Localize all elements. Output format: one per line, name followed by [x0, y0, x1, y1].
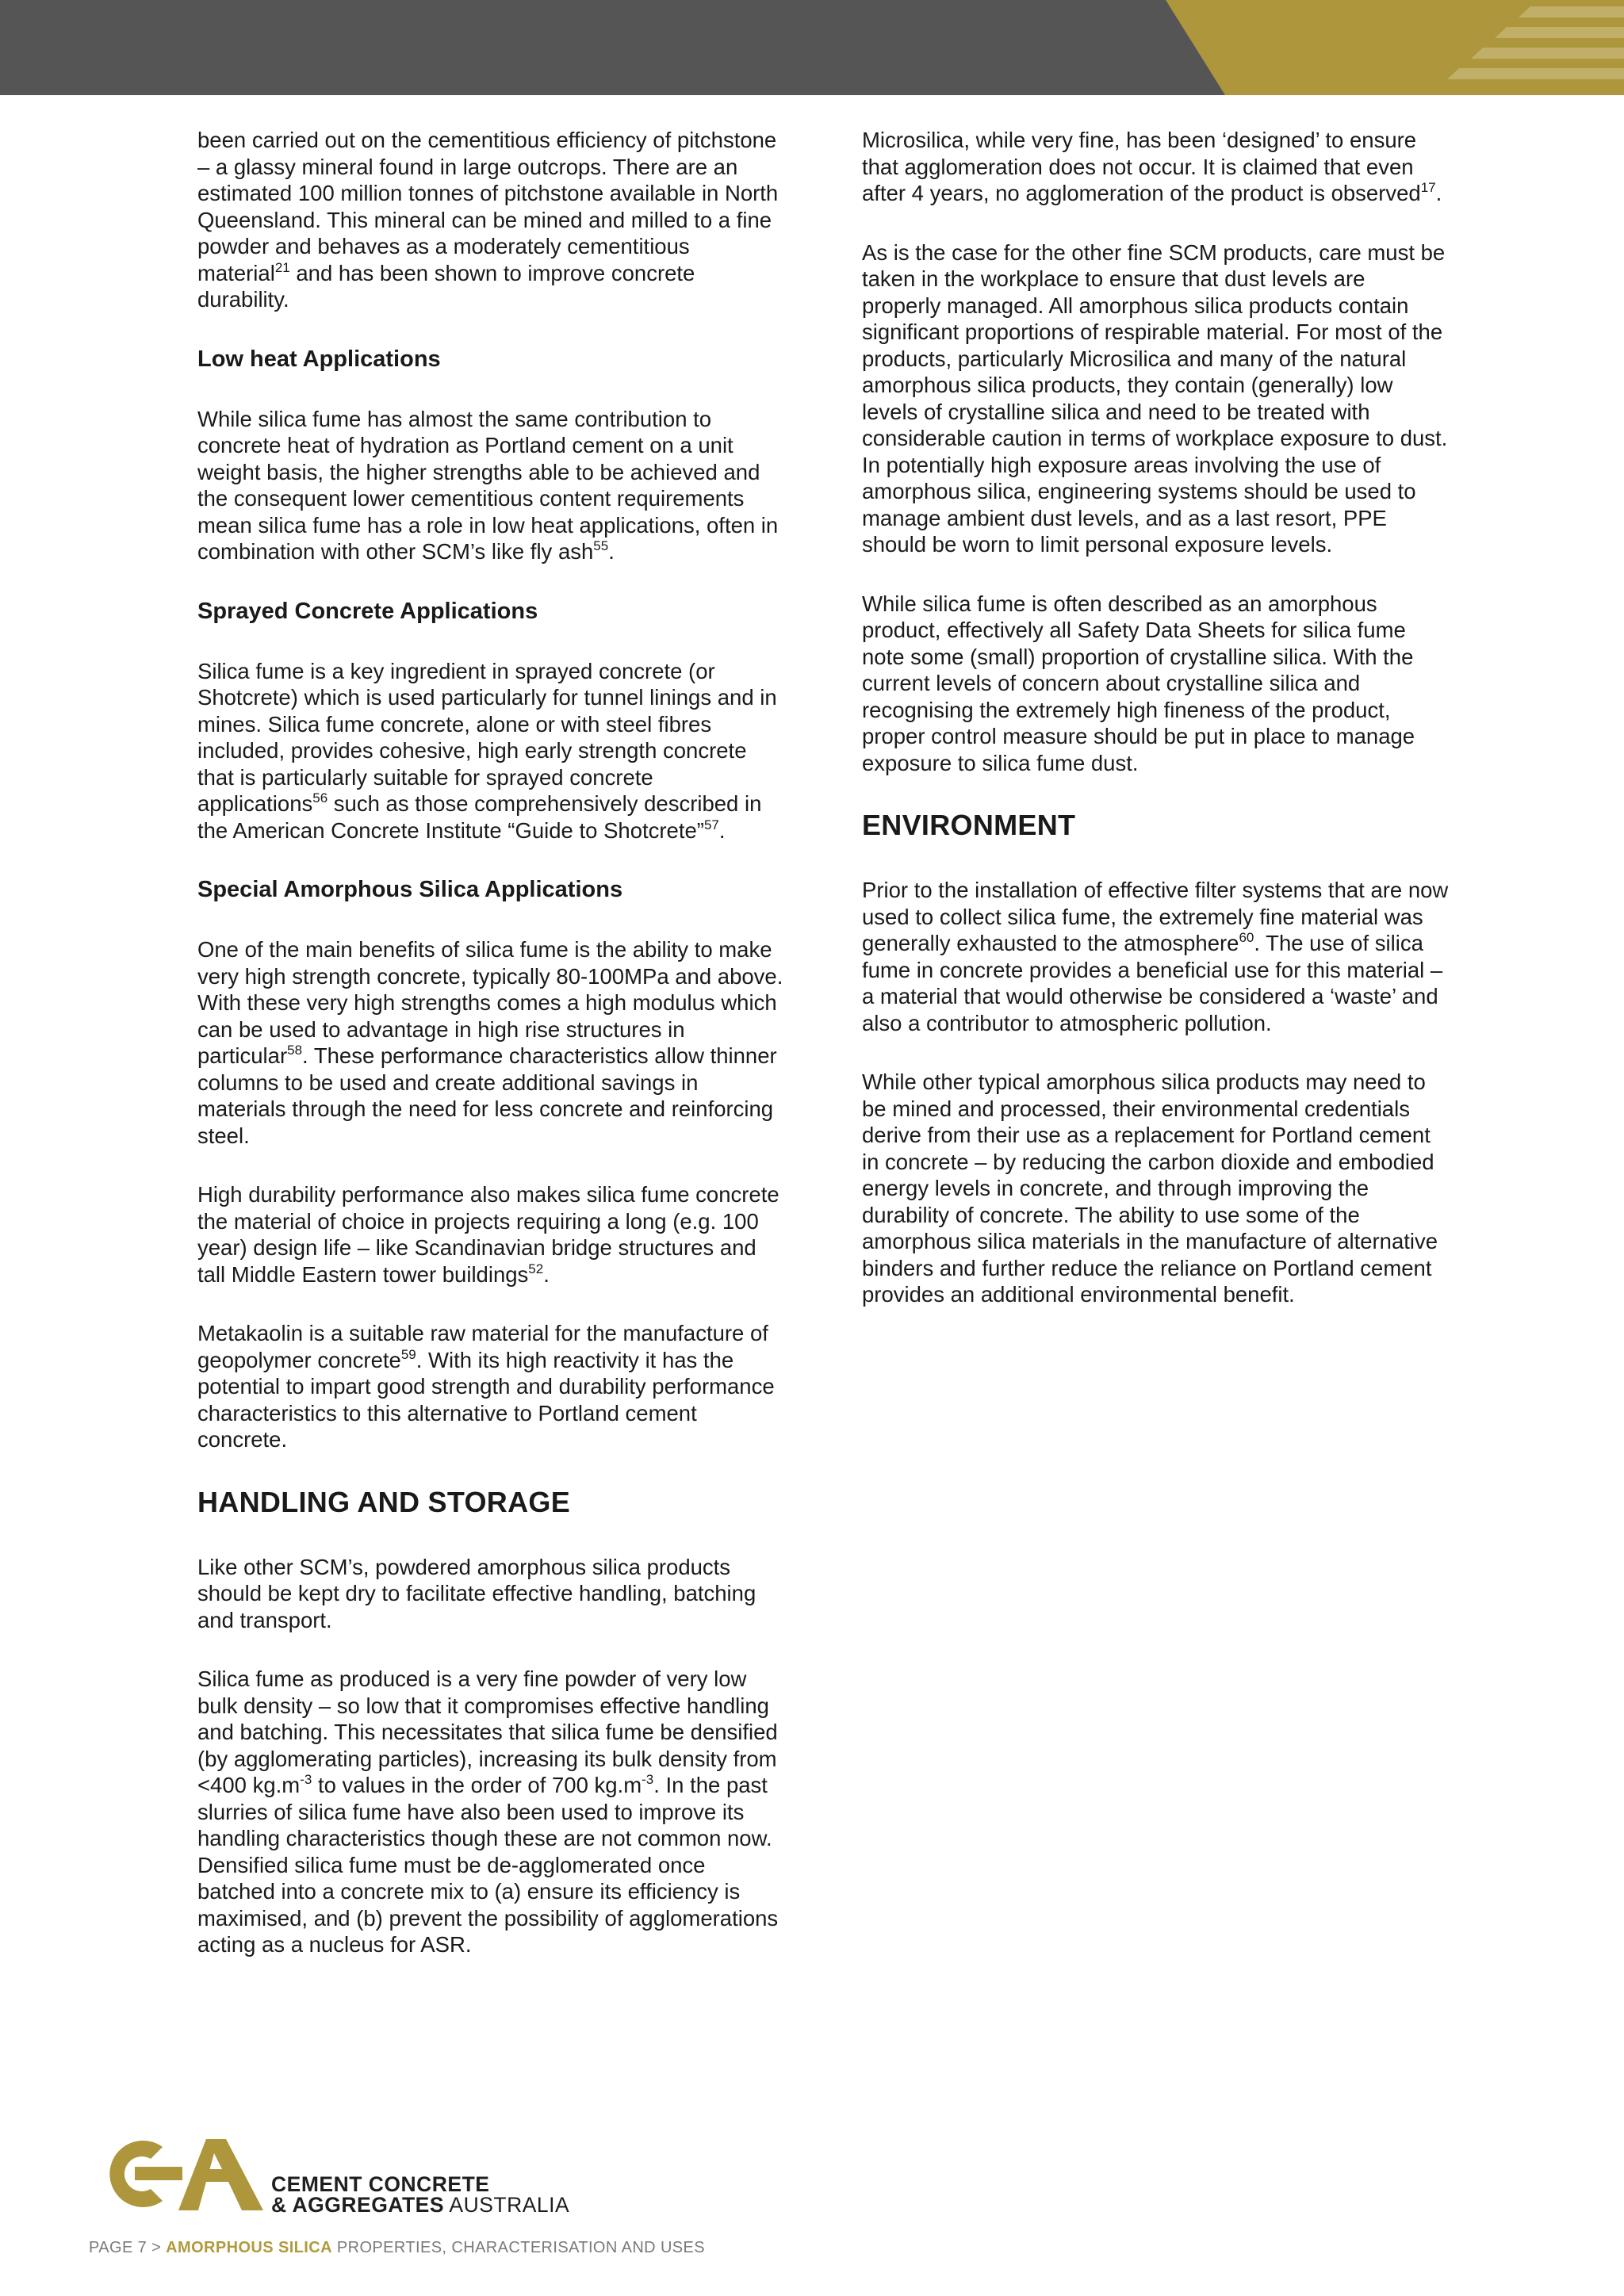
paragraph-microsilica [862, 127, 1449, 207]
text-run: High durability performance also makes silica fume concrete the material of choice in projects requiring a long (e.g. 100 year) design life – like Scandinavian bridge structures and tall Middle Eastern tower buildings [197, 1182, 779, 1287]
right-column [862, 127, 1449, 1341]
text-run: Silica fume is a key ingredient in sprayed concrete (or Shotcrete) which is used particularly for tunnel linings and in mines. Silica fume concrete, alone or with steel fibres included, provides cohesive, high early strength concrete that is particularly suitable for sprayed concrete applications [197, 658, 777, 816]
text-run: Silica fume as produced is a very fine powder of very low bulk density – so low that it compromises effective handling and batching. This necessitates that silica fume be densified (by agglomerating particles), increasing its bulk density from <400 kg.m [197, 1667, 778, 1797]
text-run: . [718, 817, 726, 843]
text-run: . These performance characteristics allow thinner columns to be used and create additional savings in materials through the need for less concrete and reinforcing steel. [197, 1043, 777, 1148]
heading-sprayed-concrete: Sprayed Concrete Applications [197, 598, 538, 624]
text-run: been carried out on the cementitious efficiency of pitchstone – a glassy mineral found in large outcrops. There are an estimated 100 million tonnes of pitchstone available in North Queensland. This mineral can be mined and milled to a fine powder and behaves as a moderately cementitious material [197, 128, 779, 285]
text-run: to values in the order of 700 kg.m [312, 1773, 642, 1797]
footnote-ref: 55 [593, 538, 609, 553]
paragraph-dust: As is the case for the other fine SCM products, care must be taken in the workplace to ensure that dust levels are properly managed. All amorphous silica products contain significant proportions of respirable material. For most of the products, particularly Microsilica and many of the natural amorphous silica products, they contain (generally) low levels of crystalline silica and need to be treated with considerable caution in terms of workplace exposure to dust. In potentially high exposure areas involving the use of amorphous silica, engineering systems should be used to manage ambient dust levels, and as a last resort, PPE should be worn to limit personal exposure levels. [862, 239, 1448, 557]
heading-handling-storage: HANDLING AND STORAGE [197, 1485, 571, 1518]
heading-special-applications: Special Amorphous Silica Applications [197, 877, 623, 902]
paragraph-metakaolin [197, 1320, 784, 1453]
text-run: One of the main benefits of silica fume is the ability to make very high strength concrete, typically 80-100MPa and above. With these very high strengths comes a high modulus which can be used to advantage in high rise structures in particular [197, 937, 783, 1068]
footnote-ref: 52 [528, 1261, 544, 1276]
text-run: . [608, 539, 615, 564]
paragraph-densified [197, 1666, 784, 1958]
text-run: Prior to the installation of effective filter systems that are now used to collect silica fume, the extremely fine material was generally exhausted to the atmosphere [862, 878, 1449, 955]
text-run: and has been shown to improve concrete durability. [197, 260, 695, 312]
paragraph-low-heat [197, 406, 784, 565]
paragraph-keep-dry: Like other SCM’s, powdered amorphous silica products should be kept dry to facilitate effective handling, batching and transport. [197, 1554, 756, 1632]
text-run: . [543, 1261, 550, 1287]
paragraph-filter-systems [862, 877, 1449, 1036]
paragraph-pitchstone [197, 127, 784, 313]
paragraph-environmental-credentials: While other typical amorphous silica products may need to be mined and processed, their environmental credentials derive from their use as a replacement for Portland cement in concrete – by reducing the carbon dioxide and embodied energy levels in concrete, and through improving the durability of concrete. The ability to use some of the amorphous silica materials in the manufacture of alternative binders and further reduce the reliance on Portland cement provides an additional environmental benefit. [862, 1070, 1438, 1307]
paragraph-durability [197, 1181, 784, 1288]
text-run: Metakaolin is a suitable raw material for the manufacture of geopolymer concrete [197, 1321, 768, 1372]
logo-text-line1: CEMENT CONCRETE [271, 2172, 490, 2196]
footnote-ref: 58 [287, 1043, 303, 1058]
text-run: . The use of silica fume in concrete provides a beneficial use for this material – a material that would otherwise be considered a ‘waste’ and also a contributor to atmospheric pollution. [862, 931, 1443, 1035]
footnote-ref: 57 [703, 817, 719, 832]
footer-subtitle: PROPERTIES, CHARACTERISATION AND USES [331, 2239, 706, 2256]
paragraph-sprayed [197, 658, 784, 844]
header-band [0, 0, 1624, 95]
footnote-ref: 17 [1420, 180, 1436, 195]
text-run: . [1435, 181, 1442, 205]
text-run: . With its high reactivity it has the potential to impart good strength and durability performance characteristics to this alternative to Portland cement concrete. [197, 1347, 775, 1452]
text-run: such as those comprehensively described in the American Concrete Institute “Guide to Shotcrete” [197, 791, 762, 843]
paragraph-safety-data: While silica fume is often described as an amorphous product, effectively all Safety Data Sheets for silica fume note some (small) proportion of crystalline silica. With the current levels of concern about crystalline silica and recognising the extremely high fineness of the product, proper control measure should be put in place to manage exposure to silica fume dust. [862, 591, 1415, 775]
logo-text-light: AUSTRALIA [444, 2193, 570, 2217]
footnote-ref: 59 [400, 1346, 416, 1362]
heading-low-heat: Low heat Applications [197, 346, 441, 372]
logo-text-bold: & AGGREGATES [271, 2193, 445, 2217]
footer-page-number: PAGE 7 > [89, 2239, 167, 2256]
left-column [197, 127, 784, 1991]
ccaa-logo [87, 2131, 579, 2218]
footer-title: AMORPHOUS SILICA [166, 2239, 332, 2256]
superscript: -3 [300, 1772, 312, 1787]
text-run: While silica fume has almost the same contribution to concrete heat of hydration as Portland cement on a unit weight basis, the higher strengths able to be achieved and the consequent lower cementitious content requirements mean silica fume has a role in low heat applications, often in combination with other SCM’s like fly ash [197, 406, 779, 564]
logo-text-line2 [271, 2194, 569, 2216]
superscript: -3 [642, 1772, 654, 1787]
heading-environment: ENVIRONMENT [862, 809, 1076, 841]
footnote-ref: 60 [1239, 930, 1254, 945]
text-run: . In the past slurries of silica fume have also been used to improve its handling characteristics though these are not common now. Densified silica fume must be de-agglomerated once batched into a concrete mix to (a) ensure its efficiency is maximised, and (b) prevent the possibility of agglomerations acting as a nucleus for ASR. [197, 1773, 779, 1957]
page-footer [89, 2239, 705, 2257]
footnote-ref: 21 [274, 259, 290, 275]
text-run: Microsilica, while very fine, has been ‘designed’ to ensure that agglomeration does not occur. It is claimed that even after 4 years, no agglomeration of the product is observed [862, 128, 1421, 205]
cement-concrete-aggregates-logo-icon [87, 2131, 270, 2218]
paragraph-high-strength [197, 936, 784, 1149]
footnote-ref: 56 [312, 790, 328, 806]
